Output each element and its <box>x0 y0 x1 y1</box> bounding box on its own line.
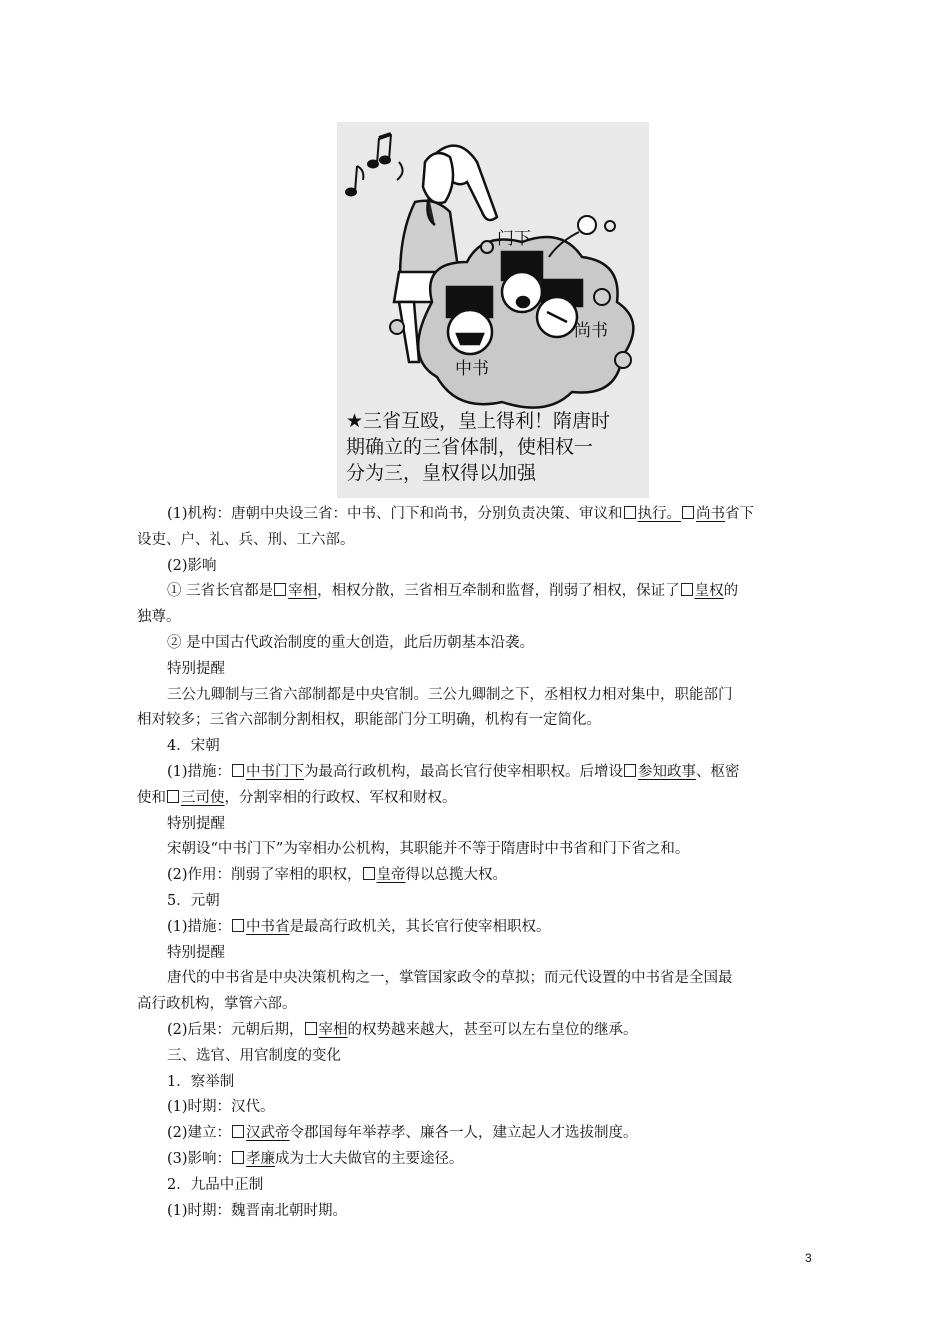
blank-box <box>232 919 244 932</box>
paragraph: ② 是中国古代政治制度的重大创造，此后历朝基本沿袭。 <box>167 634 535 651</box>
fill-answer: 皇帝 <box>376 867 406 884</box>
caption-line: 分为三，皇权得以加强 <box>346 462 537 484</box>
label-shangshu: 尚书 <box>574 321 608 341</box>
fill-answer: 三司使 <box>181 789 225 806</box>
paragraph: 使和 三司使，分割宰相的行政权、军权和财权。 <box>137 789 457 806</box>
fill-answer: 宰相 <box>288 583 318 600</box>
label-menxia: 门下 <box>497 229 531 249</box>
blank-box <box>682 506 694 519</box>
tip-heading: 特别提醒 <box>167 660 225 677</box>
paragraph: 相对较多；三省六部制分割相权，职能部门分工明确，机构有一定简化。 <box>137 712 601 729</box>
paragraph: 设吏、户、礼、兵、刑、工六部。 <box>137 531 355 548</box>
fill-answer: 皇权 <box>694 583 724 600</box>
paragraph: (2)作用：削弱了宰相的职权， 皇帝得以总揽大权。 <box>167 867 508 884</box>
caption-line: 期确立的三省体制，使相权一 <box>346 436 594 458</box>
fill-answer: 中书门下 <box>246 763 305 780</box>
blank-box <box>624 764 636 777</box>
blank-box <box>232 764 244 777</box>
fill-answer: 中书省 <box>246 918 290 935</box>
blank-box <box>363 867 375 880</box>
blank-box <box>274 583 286 596</box>
paragraph: 高行政机构，掌管六部。 <box>137 996 297 1013</box>
section-heading: 4．宋朝 <box>167 738 220 755</box>
paragraph: (2)影响 <box>167 557 217 574</box>
blank-box <box>624 506 636 519</box>
fill-answer: 尚书 <box>696 506 726 522</box>
fill-answer: 参知政事 <box>638 763 697 780</box>
paragraph: 唐代的中书省是中央决策机构之一，掌管国家政令的草拟；而元代设置的中书省是全国最 <box>167 970 733 987</box>
section-heading: 5．元朝 <box>167 892 220 909</box>
blank-box <box>681 583 693 596</box>
blank-box <box>305 1022 317 1035</box>
fill-answer: 汉武帝 <box>246 1125 290 1142</box>
paragraph: 三公九卿制与三省六部制都是中央官制。三公九卿制之下，丞相权力相对集中，职能部门 <box>167 686 733 703</box>
section-heading: 1．察举制 <box>167 1073 235 1090</box>
music-notes-icon <box>346 134 403 196</box>
fill-answer: 孝廉 <box>246 1150 276 1167</box>
blank-box <box>167 790 179 803</box>
blank-box <box>232 1151 244 1164</box>
page-number: 3 <box>805 1251 812 1265</box>
section-heading: 2．九品中正制 <box>167 1176 264 1193</box>
fill-answer: 执行 <box>637 506 667 522</box>
tip-heading: 特别提醒 <box>167 815 225 832</box>
paragraph: (1)措施： 中书省是最高行政机关，其长官行使宰相职权。 <box>167 918 551 935</box>
paragraph: (1)时期：汉代。 <box>167 1099 275 1116</box>
paragraph: (2)后果：元朝后期， 宰相的权势越来越大，甚至可以左右皇位的继承。 <box>167 1021 638 1038</box>
paragraph: 独尊。 <box>137 609 181 626</box>
paragraph: (1)机构：唐朝中央设三省：中书、门下和尚书，分别负责决策、审议和 执行。 尚书省下 <box>167 506 755 522</box>
label-zhongshu: 中书 <box>455 359 489 379</box>
paragraph: (1)措施： 中书门下为最高行政机构，最高长官行使宰相职权。后增设 参知政事、枢密 <box>167 763 740 780</box>
section-heading: 三、选官、用官制度的变化 <box>167 1047 341 1064</box>
paragraph: (1)时期：魏晋南北朝时期。 <box>167 1202 348 1219</box>
figure-caption <box>346 408 646 486</box>
paragraph: (3)影响： 孝廉成为士大夫做官的主要途径。 <box>167 1150 464 1167</box>
body-text <box>137 502 817 1224</box>
tip-heading: 特别提醒 <box>167 944 225 961</box>
paragraph: 宋朝设“中书门下”为宰相办公机构，其职能并不等于隋唐时中书省和门下省之和。 <box>167 841 690 858</box>
fill-answer: 宰相 <box>318 1021 348 1038</box>
blank-box <box>232 1125 244 1138</box>
paragraph: (2)建立： 汉武帝令郡国每年举荐孝、廉各一人，建立起人才选拔制度。 <box>167 1125 638 1142</box>
caption-line: ★三省互殴，皇上得利！隋唐时 <box>346 410 611 432</box>
paragraph: ① 三省长官都是 宰相，相权分散，三省相互牵制和监督，削弱了相权，保证了 皇权的 <box>167 583 739 600</box>
